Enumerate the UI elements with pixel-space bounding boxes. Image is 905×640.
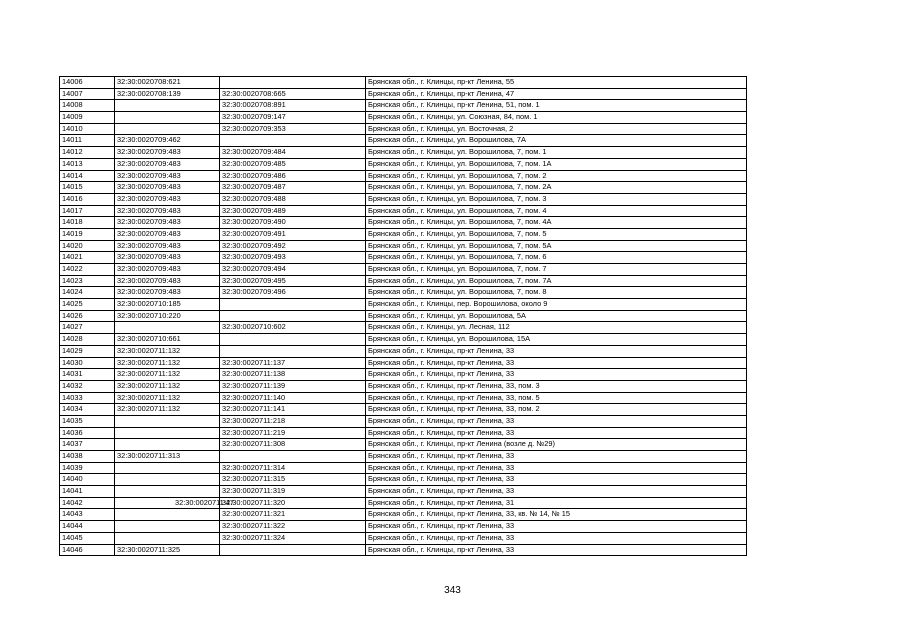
record-number-cell: 14043	[60, 509, 115, 521]
address-cell: Брянская обл., г. Клинцы, пр-кт Ленина, 55	[366, 77, 747, 89]
object-cadastral-number-cell: 32:30:0020709:353	[220, 123, 366, 135]
table-row	[60, 486, 747, 498]
address-cell: Брянская обл., г. Клинцы, пр-кт Ленина, 33	[366, 369, 747, 381]
record-number-cell: 14022	[60, 264, 115, 276]
parcel-cadastral-number-cell: 32:30:0020710:185	[115, 299, 220, 311]
object-cadastral-number-cell: 32:30:0020711:139	[220, 380, 366, 392]
object-cadastral-number-cell: 32:30:0020708:665	[220, 88, 366, 100]
table-row	[60, 521, 747, 533]
parcel-cadastral-number-cell	[115, 474, 220, 486]
record-number-cell: 14009	[60, 112, 115, 124]
address-cell: Брянская обл., г. Клинцы, пр-кт Ленина, 33	[366, 462, 747, 474]
table-row	[60, 217, 747, 229]
address-cell: Брянская обл., г. Клинцы, пр-кт Ленина, 33	[366, 415, 747, 427]
address-cell: Брянская обл., г. Клинцы, ул. Ворошилова, 7, пом. 7	[366, 264, 747, 276]
parcel-cadastral-number-cell: 32:30:0020709:483	[115, 182, 220, 194]
object-cadastral-number-cell	[220, 77, 366, 89]
record-number-cell: 14024	[60, 287, 115, 299]
object-cadastral-number-cell	[220, 334, 366, 346]
object-cadastral-number-cell	[220, 299, 366, 311]
record-number-cell: 14035	[60, 415, 115, 427]
object-cadastral-number-cell: 32:30:0020709:147	[220, 112, 366, 124]
parcel-cadastral-number-cell: 32:30:0020709:483	[115, 228, 220, 240]
record-number-cell: 14032	[60, 380, 115, 392]
parcel-cadastral-number-cell	[115, 322, 220, 334]
address-cell: Брянская обл., г. Клинцы, ул. Ворошилова, 7, пом. 5А	[366, 240, 747, 252]
table-row	[60, 100, 747, 112]
address-cell: Брянская обл., г. Клинцы, пр-кт Ленина, 33, пом. 5	[366, 392, 747, 404]
record-number-cell: 14036	[60, 427, 115, 439]
object-cadastral-number-cell	[220, 544, 366, 556]
table-row	[60, 451, 747, 463]
parcel-cadastral-number-cell: 32:30:0020711:313	[115, 451, 220, 463]
record-number-cell: 14021	[60, 252, 115, 264]
parcel-cadastral-number-cell: 32:30:0020709:483	[115, 287, 220, 299]
object-cadastral-number-cell: 32:30:0020709:487	[220, 182, 366, 194]
parcel-cadastral-number-cell	[115, 112, 220, 124]
table-row	[60, 205, 747, 217]
parcel-cadastral-number-cell: 32:30:0020709:483	[115, 217, 220, 229]
record-number-cell: 14020	[60, 240, 115, 252]
object-cadastral-number-cell: 32:30:0020711:137	[220, 357, 366, 369]
address-cell: Брянская обл., г. Клинцы, ул. Ворошилова, 7, пом. 3	[366, 193, 747, 205]
address-cell: Брянская обл., г. Клинцы, ул. Ворошилова, 7, пом. 1А	[366, 158, 747, 170]
object-cadastral-number-cell: 32:30:0020711:322	[220, 521, 366, 533]
address-cell: Брянская обл., г. Клинцы, ул. Восточная, 2	[366, 123, 747, 135]
address-cell: Брянская обл., г. Клинцы, пр-кт Ленина, 31	[366, 497, 747, 509]
object-cadastral-number-cell: 32:30:0020711:308	[220, 439, 366, 451]
address-cell: Брянская обл., г. Клинцы, пр-кт Ленина, 33	[366, 521, 747, 533]
parcel-cadastral-number-cell: 32:30:0020709:483	[115, 264, 220, 276]
object-cadastral-number-cell	[220, 135, 366, 147]
object-cadastral-number-cell	[220, 345, 366, 357]
parcel-cadastral-number-cell: 32:30:0020709:483	[115, 205, 220, 217]
address-cell: Брянская обл., г. Клинцы, пр-кт Ленина (возле д. №29)	[366, 439, 747, 451]
parcel-cadastral-number-cell: 32:30:0020709:483	[115, 158, 220, 170]
table-row	[60, 462, 747, 474]
table-row	[60, 252, 747, 264]
record-number-cell: 14019	[60, 228, 115, 240]
object-cadastral-number-cell: 32:30:0020709:490	[220, 217, 366, 229]
object-cadastral-number-cell: 32:30:0020711:219	[220, 427, 366, 439]
table-row	[60, 497, 747, 509]
parcel-cadastral-number-cell	[115, 486, 220, 498]
table-row	[60, 345, 747, 357]
parcel-cadastral-number-cell	[115, 415, 220, 427]
table-row	[60, 264, 747, 276]
parcel-cadastral-number-cell: 32:30:0020711:132	[115, 392, 220, 404]
address-cell: Брянская обл., г. Клинцы, ул. Ворошилова, 7А	[366, 135, 747, 147]
page-number: 343	[444, 585, 461, 596]
address-cell: Брянская обл., г. Клинцы, пер. Ворошилова, около 9	[366, 299, 747, 311]
table-row	[60, 112, 747, 124]
object-cadastral-number-cell: 32:30:0020711:324	[220, 532, 366, 544]
parcel-cadastral-number-cell	[115, 521, 220, 533]
table-row	[60, 88, 747, 100]
record-number-cell: 14011	[60, 135, 115, 147]
table-row	[60, 275, 747, 287]
parcel-cadastral-number-cell	[115, 462, 220, 474]
record-number-cell: 14038	[60, 451, 115, 463]
parcel-cadastral-number-cell: 32:30:0020711:47	[115, 497, 220, 509]
address-cell: Брянская обл., г. Клинцы, ул. Ворошилова, 7, пом. 4А	[366, 217, 747, 229]
parcel-cadastral-number-cell: 32:30:0020709:483	[115, 147, 220, 159]
record-number-cell: 14044	[60, 521, 115, 533]
record-number-cell: 14026	[60, 310, 115, 322]
parcel-cadastral-number-cell: 32:30:0020708:139	[115, 88, 220, 100]
record-number-cell: 14023	[60, 275, 115, 287]
address-cell: Брянская обл., г. Клинцы, ул. Ворошилова, 7, пом. 5	[366, 228, 747, 240]
record-number-cell: 14045	[60, 532, 115, 544]
object-cadastral-number-cell: 32:30:0020709:486	[220, 170, 366, 182]
parcel-cadastral-number-cell: 32:30:0020709:483	[115, 170, 220, 182]
address-cell: Брянская обл., г. Клинцы, пр-кт Ленина, 33, пом. 3	[366, 380, 747, 392]
record-number-cell: 14015	[60, 182, 115, 194]
object-cadastral-number-cell: 32:30:0020710:602	[220, 322, 366, 334]
parcel-cadastral-number-cell: 32:30:0020711:132	[115, 369, 220, 381]
table-row	[60, 240, 747, 252]
parcel-cadastral-number-cell: 32:30:0020711:325	[115, 544, 220, 556]
address-cell: Брянская обл., г. Клинцы, пр-кт Ленина, 33, пом. 2	[366, 404, 747, 416]
address-cell: Брянская обл., г. Клинцы, пр-кт Ленина, 33	[366, 345, 747, 357]
table-row	[60, 322, 747, 334]
address-cell: Брянская обл., г. Клинцы, пр-кт Ленина, 33	[366, 427, 747, 439]
parcel-cadastral-number-cell: 32:30:0020709:483	[115, 193, 220, 205]
record-number-cell: 14046	[60, 544, 115, 556]
table-row	[60, 135, 747, 147]
table-row	[60, 228, 747, 240]
parcel-cadastral-number-cell: 32:30:0020711:132	[115, 345, 220, 357]
table-row	[60, 193, 747, 205]
record-number-cell: 14008	[60, 100, 115, 112]
parcel-cadastral-number-cell: 32:30:0020709:462	[115, 135, 220, 147]
address-cell: Брянская обл., г. Клинцы, пр-кт Ленина, 51, пом. 1	[366, 100, 747, 112]
address-cell: Брянская обл., г. Клинцы, ул. Ворошилова, 7, пом. 6	[366, 252, 747, 264]
parcel-cadastral-number-cell: 32:30:0020709:483	[115, 252, 220, 264]
object-cadastral-number-cell: 32:30:0020709:491	[220, 228, 366, 240]
address-cell: Брянская обл., г. Клинцы, ул. Ворошилова, 7, пом. 4	[366, 205, 747, 217]
table-row	[60, 415, 747, 427]
object-cadastral-number-cell: 32:30:0020709:493	[220, 252, 366, 264]
address-cell: Брянская обл., г. Клинцы, ул. Ворошилова, 7, пом. 1	[366, 147, 747, 159]
parcel-cadastral-number-cell: 32:30:0020709:483	[115, 275, 220, 287]
object-cadastral-number-cell	[220, 451, 366, 463]
table-row	[60, 357, 747, 369]
table-row	[60, 182, 747, 194]
address-cell: Брянская обл., г. Клинцы, пр-кт Ленина, 33	[366, 544, 747, 556]
record-number-cell: 14013	[60, 158, 115, 170]
object-cadastral-number-cell: 32:30:0020711:141	[220, 404, 366, 416]
object-cadastral-number-cell: 32:30:0020711:314	[220, 462, 366, 474]
record-number-cell: 14037	[60, 439, 115, 451]
object-cadastral-number-cell: 32:30:0020711:218	[220, 415, 366, 427]
table-row	[60, 299, 747, 311]
object-cadastral-number-cell: 32:30:0020709:485	[220, 158, 366, 170]
parcel-cadastral-number-cell	[115, 509, 220, 521]
record-number-cell: 14030	[60, 357, 115, 369]
table-row	[60, 380, 747, 392]
address-cell: Брянская обл., г. Клинцы, ул. Ворошилова, 7, пом. 2А	[366, 182, 747, 194]
table-row	[60, 404, 747, 416]
record-number-cell: 14042	[60, 497, 115, 509]
record-number-cell: 14018	[60, 217, 115, 229]
registry-table	[59, 76, 747, 556]
object-cadastral-number-cell: 32:30:0020708:891	[220, 100, 366, 112]
parcel-cadastral-number-cell: 32:30:0020708:621	[115, 77, 220, 89]
registry-table-body	[60, 77, 747, 556]
record-number-cell: 14040	[60, 474, 115, 486]
object-cadastral-number-cell	[220, 310, 366, 322]
parcel-cadastral-number-cell: 32:30:0020710:220	[115, 310, 220, 322]
parcel-cadastral-number-cell	[115, 532, 220, 544]
record-number-cell: 14012	[60, 147, 115, 159]
object-cadastral-number-cell: 32:30:0020709:484	[220, 147, 366, 159]
parcel-cadastral-number-cell	[115, 100, 220, 112]
address-cell: Брянская обл., г. Клинцы, пр-кт Ленина, 33	[366, 357, 747, 369]
address-cell: Брянская обл., г. Клинцы, пр-кт Ленина, 33	[366, 486, 747, 498]
record-number-cell: 14025	[60, 299, 115, 311]
record-number-cell: 14028	[60, 334, 115, 346]
table-row	[60, 474, 747, 486]
object-cadastral-number-cell: 32:30:0020709:495	[220, 275, 366, 287]
address-cell: Брянская обл., г. Клинцы, ул. Лесная, 112	[366, 322, 747, 334]
parcel-cadastral-number-cell: 32:30:0020710:661	[115, 334, 220, 346]
table-row	[60, 392, 747, 404]
table-row	[60, 310, 747, 322]
record-number-cell: 14010	[60, 123, 115, 135]
table-row	[60, 147, 747, 159]
address-cell: Брянская обл., г. Клинцы, ул. Ворошилова, 7, пом. 8	[366, 287, 747, 299]
address-cell: Брянская обл., г. Клинцы, пр-кт Ленина, 33	[366, 474, 747, 486]
object-cadastral-number-cell: 32:30:0020709:492	[220, 240, 366, 252]
record-number-cell: 14016	[60, 193, 115, 205]
address-cell: Брянская обл., г. Клинцы, ул. Союзная, 84, пом. 1	[366, 112, 747, 124]
table-row	[60, 509, 747, 521]
address-cell: Брянская обл., г. Клинцы, ул. Ворошилова, 15А	[366, 334, 747, 346]
table-row	[60, 369, 747, 381]
record-number-cell: 14027	[60, 322, 115, 334]
table-row	[60, 158, 747, 170]
address-cell: Брянская обл., г. Клинцы, ул. Ворошилова, 7, пом. 7А	[366, 275, 747, 287]
record-number-cell: 14014	[60, 170, 115, 182]
address-cell: Брянская обл., г. Клинцы, пр-кт Ленина, 33	[366, 532, 747, 544]
record-number-cell: 14007	[60, 88, 115, 100]
object-cadastral-number-cell: 32:30:0020709:496	[220, 287, 366, 299]
record-number-cell: 14029	[60, 345, 115, 357]
address-cell: Брянская обл., г. Клинцы, ул. Ворошилова, 7, пом. 2	[366, 170, 747, 182]
parcel-cadastral-number-cell	[115, 439, 220, 451]
object-cadastral-number-cell: 32:30:0020709:489	[220, 205, 366, 217]
record-number-cell: 14039	[60, 462, 115, 474]
object-cadastral-number-cell: 32:30:0020711:321	[220, 509, 366, 521]
record-number-cell: 14034	[60, 404, 115, 416]
object-cadastral-number-cell: 32:30:0020711:320	[220, 497, 366, 509]
table-row	[60, 532, 747, 544]
table-row	[60, 427, 747, 439]
record-number-cell: 14017	[60, 205, 115, 217]
record-number-cell: 14031	[60, 369, 115, 381]
record-number-cell: 14041	[60, 486, 115, 498]
parcel-cadastral-number-cell: 32:30:0020711:132	[115, 357, 220, 369]
table-row	[60, 544, 747, 556]
parcel-cadastral-number-cell: 32:30:0020711:132	[115, 380, 220, 392]
table-row	[60, 334, 747, 346]
record-number-cell: 14033	[60, 392, 115, 404]
table-row	[60, 123, 747, 135]
address-cell: Брянская обл., г. Клинцы, пр-кт Ленина, 33, кв. № 14, № 15	[366, 509, 747, 521]
address-cell: Брянская обл., г. Клинцы, пр-кт Ленина, 47	[366, 88, 747, 100]
table-row	[60, 287, 747, 299]
object-cadastral-number-cell: 32:30:0020709:488	[220, 193, 366, 205]
object-cadastral-number-cell: 32:30:0020711:138	[220, 369, 366, 381]
parcel-cadastral-number-cell: 32:30:0020711:132	[115, 404, 220, 416]
parcel-cadastral-number-cell	[115, 427, 220, 439]
table-row	[60, 77, 747, 89]
parcel-cadastral-number-cell	[115, 123, 220, 135]
object-cadastral-number-cell: 32:30:0020711:319	[220, 486, 366, 498]
table-row	[60, 170, 747, 182]
record-number-cell: 14006	[60, 77, 115, 89]
object-cadastral-number-cell: 32:30:0020709:494	[220, 264, 366, 276]
address-cell: Брянская обл., г. Клинцы, пр-кт Ленина, 33	[366, 451, 747, 463]
parcel-cadastral-number-cell: 32:30:0020709:483	[115, 240, 220, 252]
object-cadastral-number-cell: 32:30:0020711:140	[220, 392, 366, 404]
object-cadastral-number-cell: 32:30:0020711:315	[220, 474, 366, 486]
table-row	[60, 439, 747, 451]
address-cell: Брянская обл., г. Клинцы, ул. Ворошилова, 5А	[366, 310, 747, 322]
